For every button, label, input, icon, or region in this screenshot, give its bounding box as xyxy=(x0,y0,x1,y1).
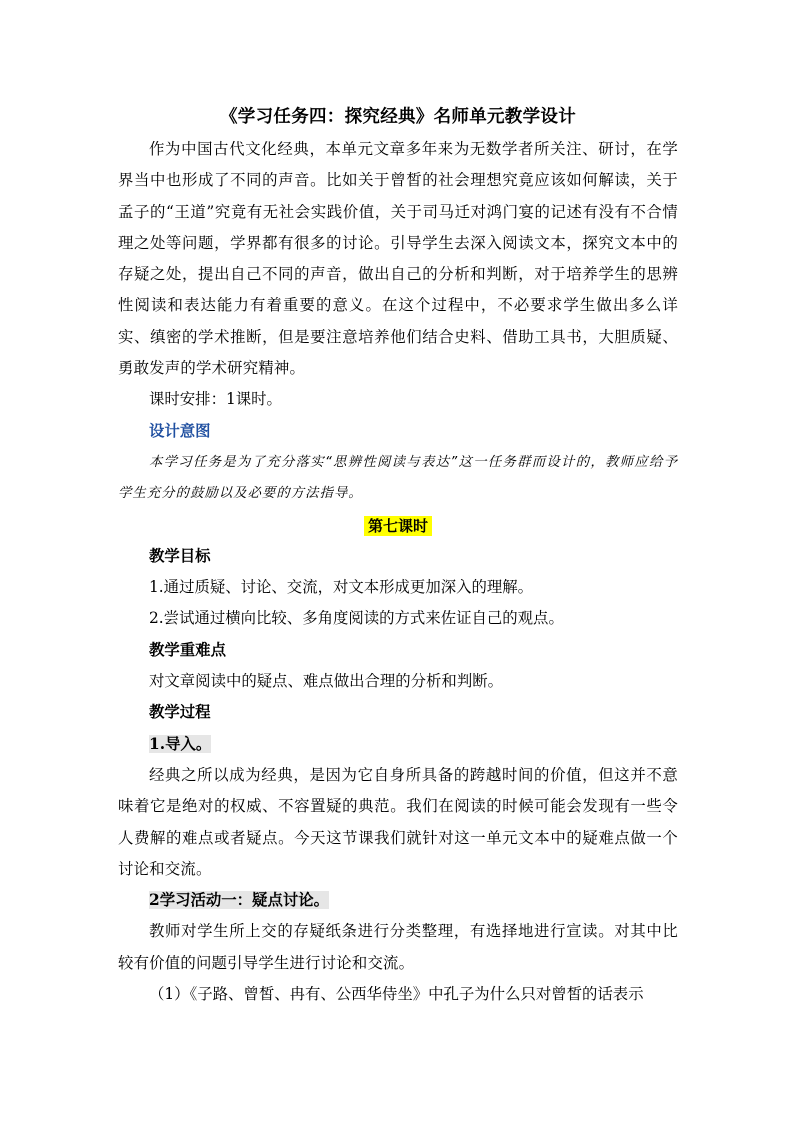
key-points-heading: 教学重难点 xyxy=(149,640,226,659)
design-intent-text: 本学习任务是为了充分落实“思辨性阅读与表达”这一任务群而设计的，教师应给予学生充分的鼓励以及必要的方法指导。 xyxy=(118,454,678,502)
step1-heading: 1.导入。 xyxy=(149,734,212,753)
key-points-text: 对文章阅读中的疑点、难点做出合理的分析和判断。 xyxy=(149,672,503,691)
intro-paragraph: 作为中国古代文化经典，本单元文章多年来为无数学者所关注、研讨，在学界当中也形成了不同的声音。比如关于曾皙的社会理想究竟应该如何解读，关于孟子的“王道”究竟有无社会实践价值，关于司马迁对鸿门宴的记述有没有不合情理之处等问题，学界都有很多的讨论。引导学生去深入阅读文本，探究文本中的存疑之处，提出自己不同的声音，做出自己的分析和判断，对于培养学生的思辨性阅读和表达能力有着重要的意义。在这个过程中，不必要求学生做出多么详实、缜密的学术推断，但是要注意培养他们结合史料、借助工具书，大胆质疑、勇敢发声的学术研究精神。 xyxy=(118,140,678,378)
lesson-title-line xyxy=(118,510,678,541)
document-body xyxy=(118,100,678,1010)
step2-heading-line xyxy=(118,885,678,916)
schedule-line: 课时安排：1课时。 xyxy=(149,390,282,409)
step2-paragraph: 教师对学生所上交的存疑纸条进行分类整理，有选择地进行宣读。对其中比较有价值的问题引导学生进行讨论和交流。 xyxy=(118,922,678,972)
step2-heading: 2学习活动一：疑点讨论。 xyxy=(149,891,330,910)
design-intent-heading: 设计意图 xyxy=(149,421,211,440)
goal-item-1: 1.通过质疑、讨论、交流，对文本形成更加深入的理解。 xyxy=(149,578,534,597)
step1-paragraph: 经典之所以成为经典，是因为它自身所具备的跨越时间的价值，但这并不意味着它是绝对的权威、不容置疑的典范。我们在阅读的时候可能会发现有一些令人费解的难点或者疑点。今天这节课我们就针对这一单元文本中的疑难点做一个讨论和交流。 xyxy=(118,765,678,878)
document-title: 《学习任务四：探究经典》名师单元教学设计 xyxy=(220,107,576,127)
goals-heading: 教学目标 xyxy=(149,546,211,565)
step1-heading-line xyxy=(118,729,678,760)
lesson-title: 第七课时 xyxy=(364,516,432,536)
question-item-1: （1）《子路、曾皙、冉有、公西华侍坐》中孔子为什么只对曾皙的话表示 xyxy=(149,985,644,1004)
goal-item-2: 2.尝试通过横向比较、多角度阅读的方式来佐证自己的观点。 xyxy=(149,609,564,628)
process-heading: 教学过程 xyxy=(149,703,211,722)
